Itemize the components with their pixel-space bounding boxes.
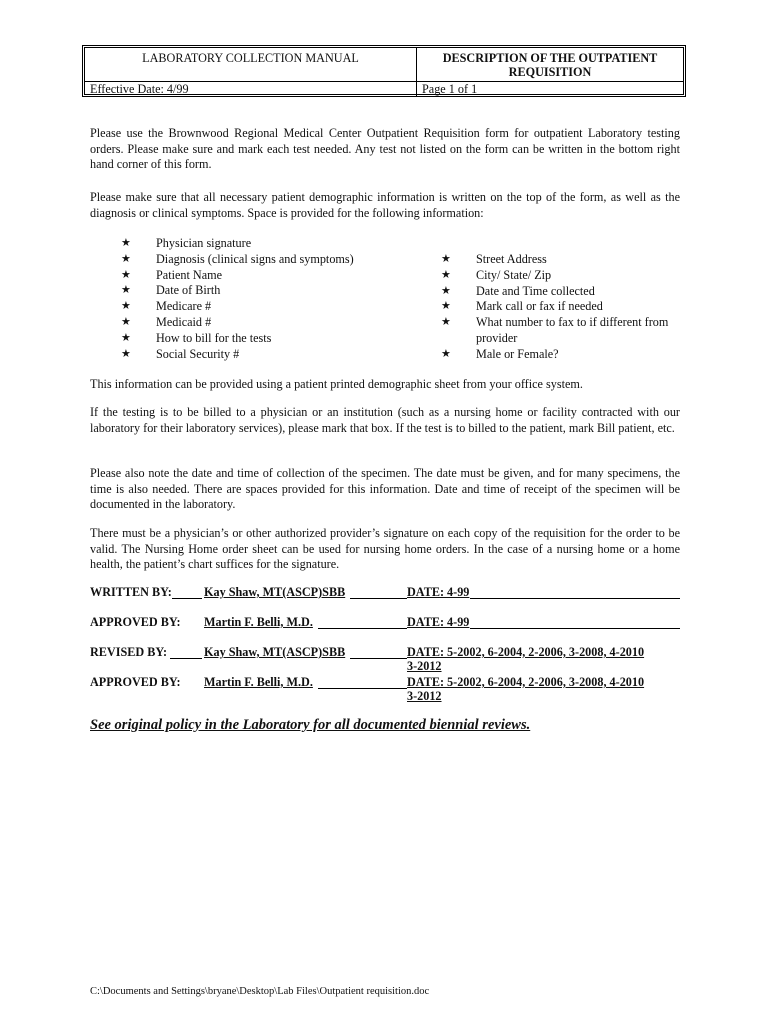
paragraph-demographic-sheet: This information can be provided using a patient printed demographic sheet from your office system. — [90, 377, 583, 391]
list-item: ★ Patient Name — [121, 267, 222, 282]
written-by-row — [90, 585, 470, 601]
approved-by-label: APPROVED BY: — [90, 615, 181, 629]
star-bullet-icon: ★ — [441, 316, 451, 329]
star-bullet-icon: ★ — [121, 268, 131, 281]
file-path: C:\Documents and Settings\bryane\Desktop\Lab Files\Outpatient requisition.doc — [90, 986, 430, 997]
paragraph-collection-time: Please also note the date and time of collection of the specimen. The date must be given, and for many specimens, the time is also needed. There are spaces provided for this information. Date and time of receipt of the specimen will be documented in the laboratory. — [90, 466, 680, 511]
approved-date-line2: 3-2012 — [407, 689, 442, 703]
list-item: ★ Medicaid # — [121, 314, 212, 329]
list-item: ★ City/ State/ Zip — [441, 267, 552, 282]
star-bullet-icon: ★ — [441, 268, 451, 281]
written-by-label: WRITTEN BY: — [90, 585, 172, 599]
list-item: ★ What number to fax to if different from provider — [441, 315, 669, 345]
list-item: ★ Diagnosis (clinical signs and symptoms) — [121, 251, 354, 266]
star-bullet-icon: ★ — [441, 300, 451, 313]
document-title — [417, 48, 683, 82]
paragraph-billing: If the testing is to be billed to a physician or an institution (such as a nursing home or facility contracted with our laboratory for their laboratory services), please mark that box. If the test is to billed to the patient, mark Bill patient, etc. — [90, 405, 680, 435]
document-title-line2: REQUISITION — [508, 65, 592, 79]
approved-date-line1: DATE: 5-2002, 6-2004, 2-2006, 3-2008, 4-2010 — [407, 675, 645, 689]
document-title-line1: DESCRIPTION OF THE OUTPATIENT — [442, 51, 658, 65]
paragraph-requisition-usage: Please use the Brownwood Regional Medical Center Outpatient Requisition form for outpatient Laboratory testing orders. Please make sure and mark each test needed. Any test not listed on the form can be written in the bottom right hand corner of this form. — [90, 126, 680, 171]
list-item: ★ Date and Time collected — [441, 283, 595, 298]
revised-by-label: REVISED BY: — [90, 645, 168, 659]
list-item: ★ Mark call or fax if needed — [441, 299, 603, 314]
approved-by-label-2: APPROVED BY: — [90, 675, 181, 689]
star-bullet-icon: ★ — [121, 237, 131, 249]
star-bullet-icon: ★ — [441, 253, 451, 265]
list-item: ★ Date of Birth — [121, 283, 221, 298]
approved-by-name-2: Martin F. Belli, M.D. — [204, 675, 313, 689]
biennial-review-note: See original policy in the Laboratory for all documented biennial reviews. — [90, 717, 531, 733]
star-bullet-icon: ★ — [121, 315, 131, 328]
star-bullet-icon: ★ — [441, 284, 451, 297]
list-item: ★ How to bill for the tests — [121, 330, 272, 345]
page-number: Page 1 of 1 — [422, 82, 478, 96]
revised-by-name: Kay Shaw, MT(ASCP)SBB — [204, 645, 346, 659]
approved-date: DATE: 4-99 — [407, 615, 470, 629]
approved-by-row-2 — [90, 675, 645, 691]
required-info-list-right — [441, 252, 686, 363]
effective-date: Effective Date: 4/99 — [85, 82, 417, 96]
star-bullet-icon: ★ — [121, 284, 131, 297]
header-table — [82, 45, 686, 97]
star-bullet-icon: ★ — [121, 252, 131, 265]
star-bullet-icon: ★ — [121, 300, 131, 313]
approved-by-name: Martin F. Belli, M.D. — [204, 615, 313, 629]
list-item: ★ Street Address — [441, 252, 547, 266]
list-item: ★ Medicare # — [121, 299, 212, 314]
written-by-name: Kay Shaw, MT(ASCP)SBB — [204, 585, 346, 599]
star-bullet-icon: ★ — [121, 331, 131, 344]
list-item: ★ Male or Female? — [441, 346, 559, 361]
list-item: ★ Physician signature — [121, 236, 252, 250]
revised-date-line1: DATE: 5-2002, 6-2004, 2-2006, 3-2008, 4-2010 — [407, 645, 645, 659]
star-bullet-icon: ★ — [441, 347, 451, 360]
paragraph-demographics: Please make sure that all necessary patient demographic information is written on the top of the form, as well as the diagnosis or clinical symptoms. Space is provided for the following information: — [90, 190, 680, 220]
manual-title: LABORATORY COLLECTION MANUAL — [85, 48, 417, 82]
list-item: ★ Social Security # — [121, 346, 240, 361]
revised-date-line2: 3-2012 — [407, 659, 442, 673]
paragraph-signature: There must be a physician’s or other authorized provider’s signature on each copy of the requisition for the order to be valid. The Nursing Home order sheet can be used for nursing home orders. In the case of a nursing home or a home health, the patient’s chart suffices for the signature. — [90, 526, 680, 571]
written-date: DATE: 4-99 — [407, 585, 470, 599]
required-info-list-left — [121, 236, 421, 362]
star-bullet-icon: ★ — [121, 347, 131, 360]
revised-by-row — [90, 645, 645, 661]
approved-by-row — [90, 615, 470, 631]
